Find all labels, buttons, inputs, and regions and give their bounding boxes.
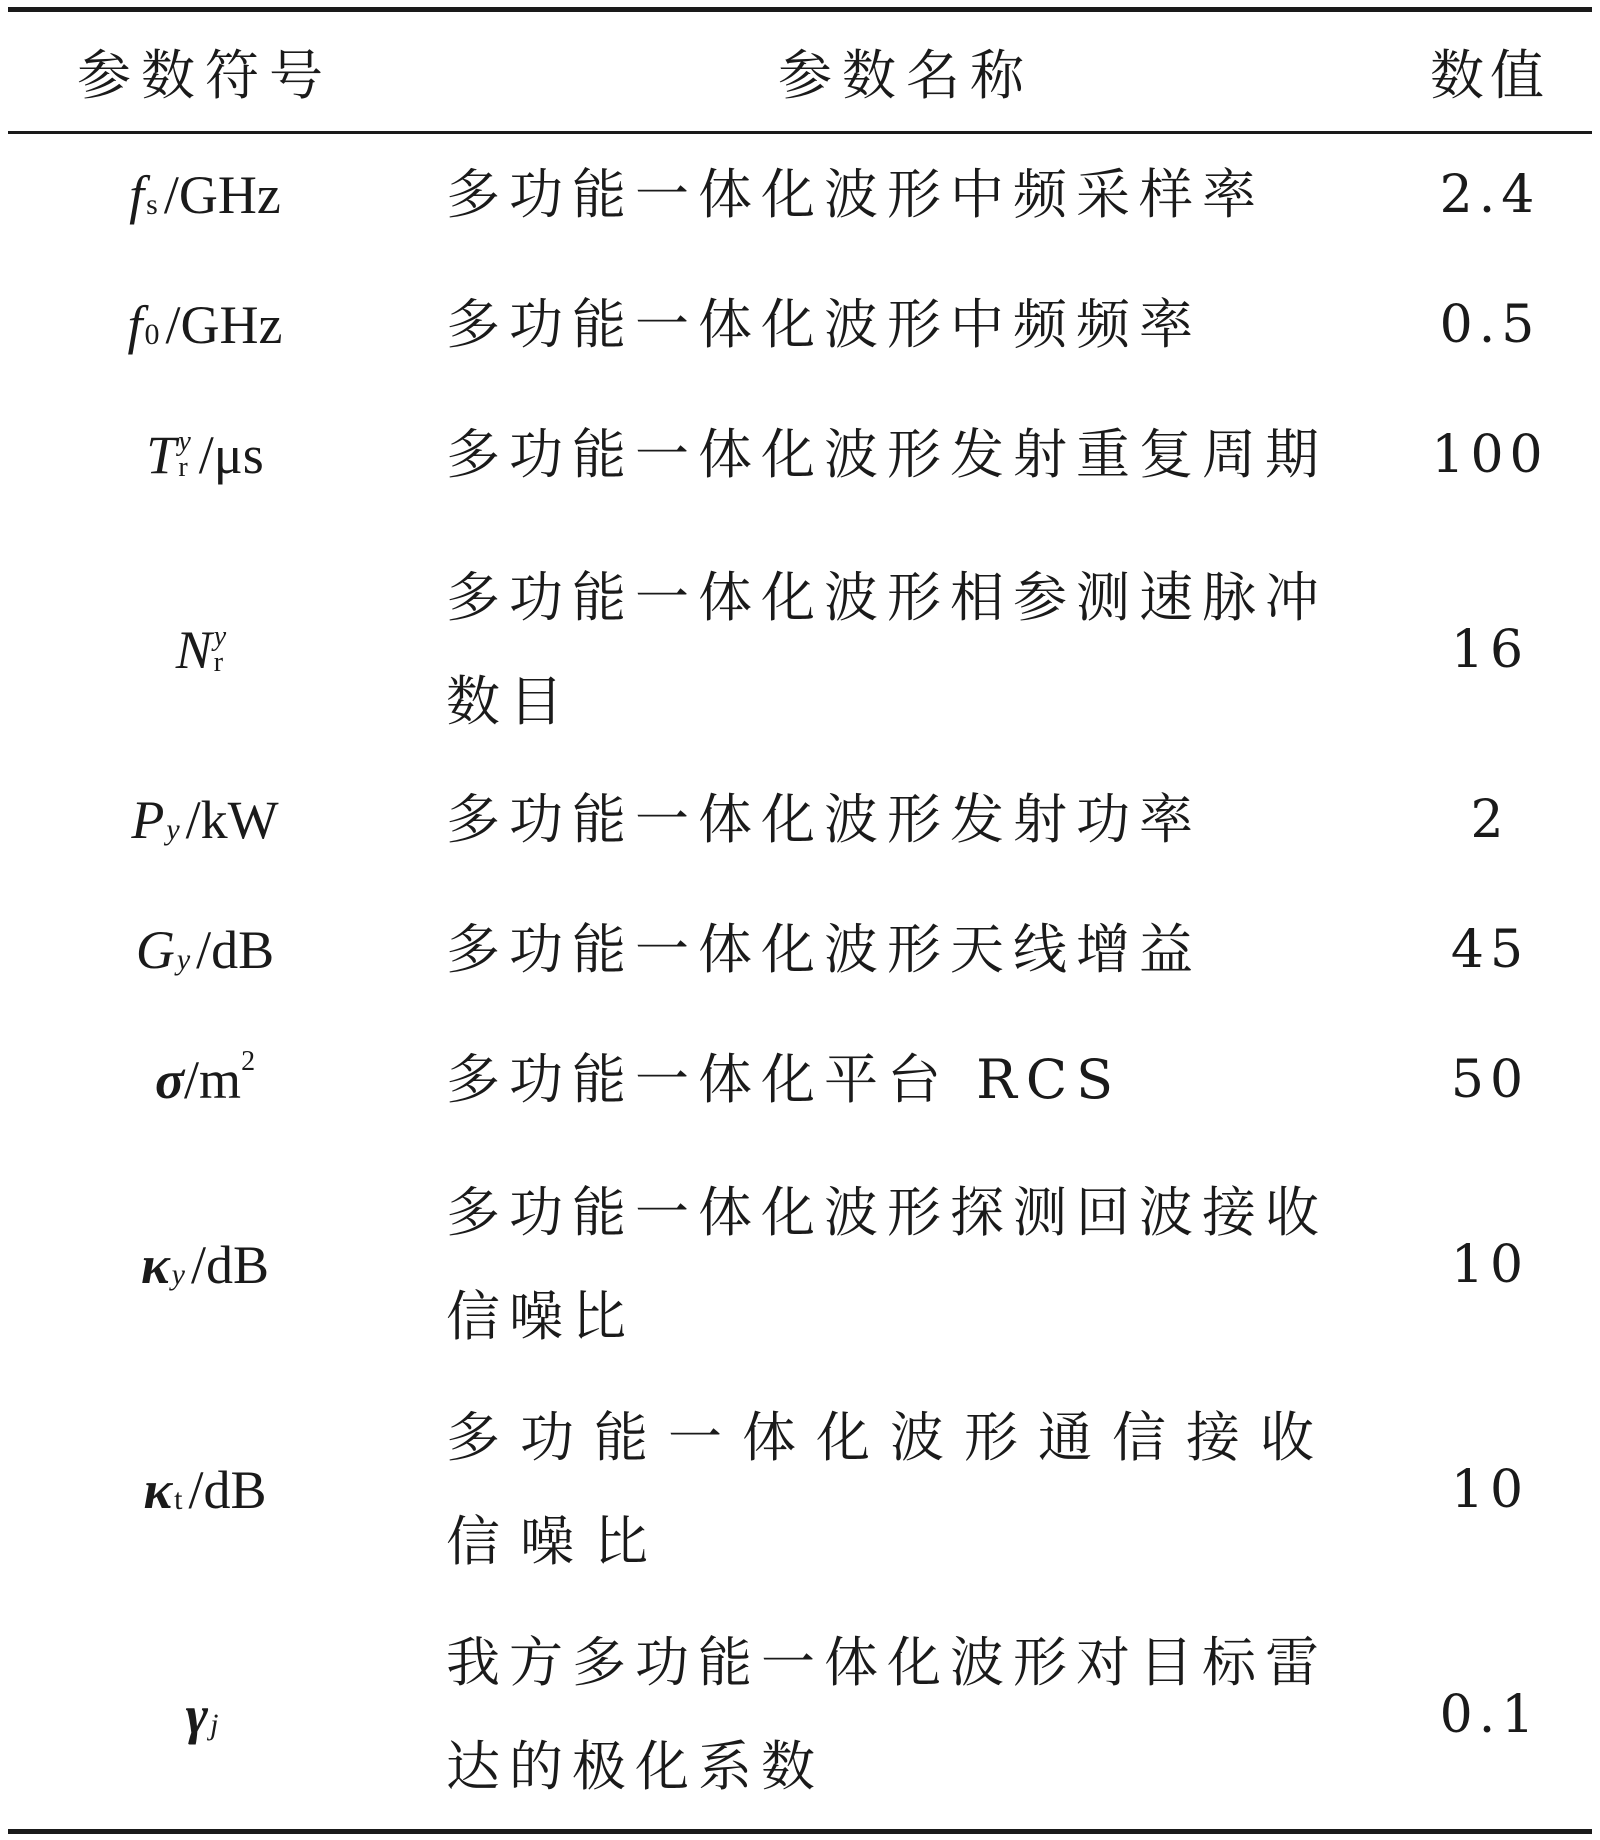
symbol-nr: N y r [175, 620, 227, 680]
symbol-py: P y /kW [131, 790, 279, 850]
param-name: 多功能一体化波形中频频率 [446, 293, 1202, 356]
param-name: 多功能一体化波形发射重复周期 [446, 423, 1328, 486]
param-value: 10 [1450, 1460, 1530, 1520]
symbol-tr: T y r /μs [146, 425, 264, 485]
param-value: 0.5 [1439, 295, 1541, 355]
symbol-gamma-j: γ j [185, 1685, 219, 1745]
symbol-fs: f s /GHz [129, 165, 281, 225]
param-name: 多功能一体化波形中频采样率 [446, 163, 1265, 226]
param-value: 2.4 [1439, 165, 1541, 225]
symbol-f0: f 0 /GHz [127, 295, 283, 355]
symbol-sigma: σ /m 2 [154, 1046, 256, 1110]
param-name: 多功能一体化波形探测回波接收信噪比 [446, 1181, 1328, 1348]
param-name: 多功能一体化波形通信接收信噪比 [446, 1406, 1334, 1573]
param-name: 多功能一体化波形天线增益 [446, 918, 1202, 981]
header-name: 参数名称 [778, 44, 1034, 107]
param-value: 45 [1450, 920, 1530, 980]
table-header-rule [8, 131, 1592, 134]
param-name: 多功能一体化平台 RCS [446, 1048, 1123, 1111]
header-symbol: 参数符号 [77, 46, 333, 106]
param-value: 10 [1450, 1235, 1530, 1295]
param-name: 多功能一体化波形发射功率 [446, 788, 1202, 851]
param-name: 我方多功能一体化波形对目标雷达的极化系数 [446, 1631, 1328, 1798]
param-value: 50 [1450, 1050, 1530, 1110]
header-value: 数值 [1430, 44, 1550, 107]
param-value: 100 [1431, 425, 1549, 485]
table-bottom-rule [8, 1829, 1592, 1834]
param-value: 16 [1450, 620, 1530, 680]
symbol-kappa-t: κ t /dB [143, 1460, 267, 1520]
param-name: 多功能一体化波形相参测速脉冲数目 [446, 566, 1328, 733]
symbol-gy: G y /dB [135, 920, 275, 980]
param-value: 0.1 [1439, 1685, 1541, 1745]
symbol-kappa-y: κ y /dB [141, 1235, 269, 1295]
param-value: 2 [1470, 790, 1510, 850]
